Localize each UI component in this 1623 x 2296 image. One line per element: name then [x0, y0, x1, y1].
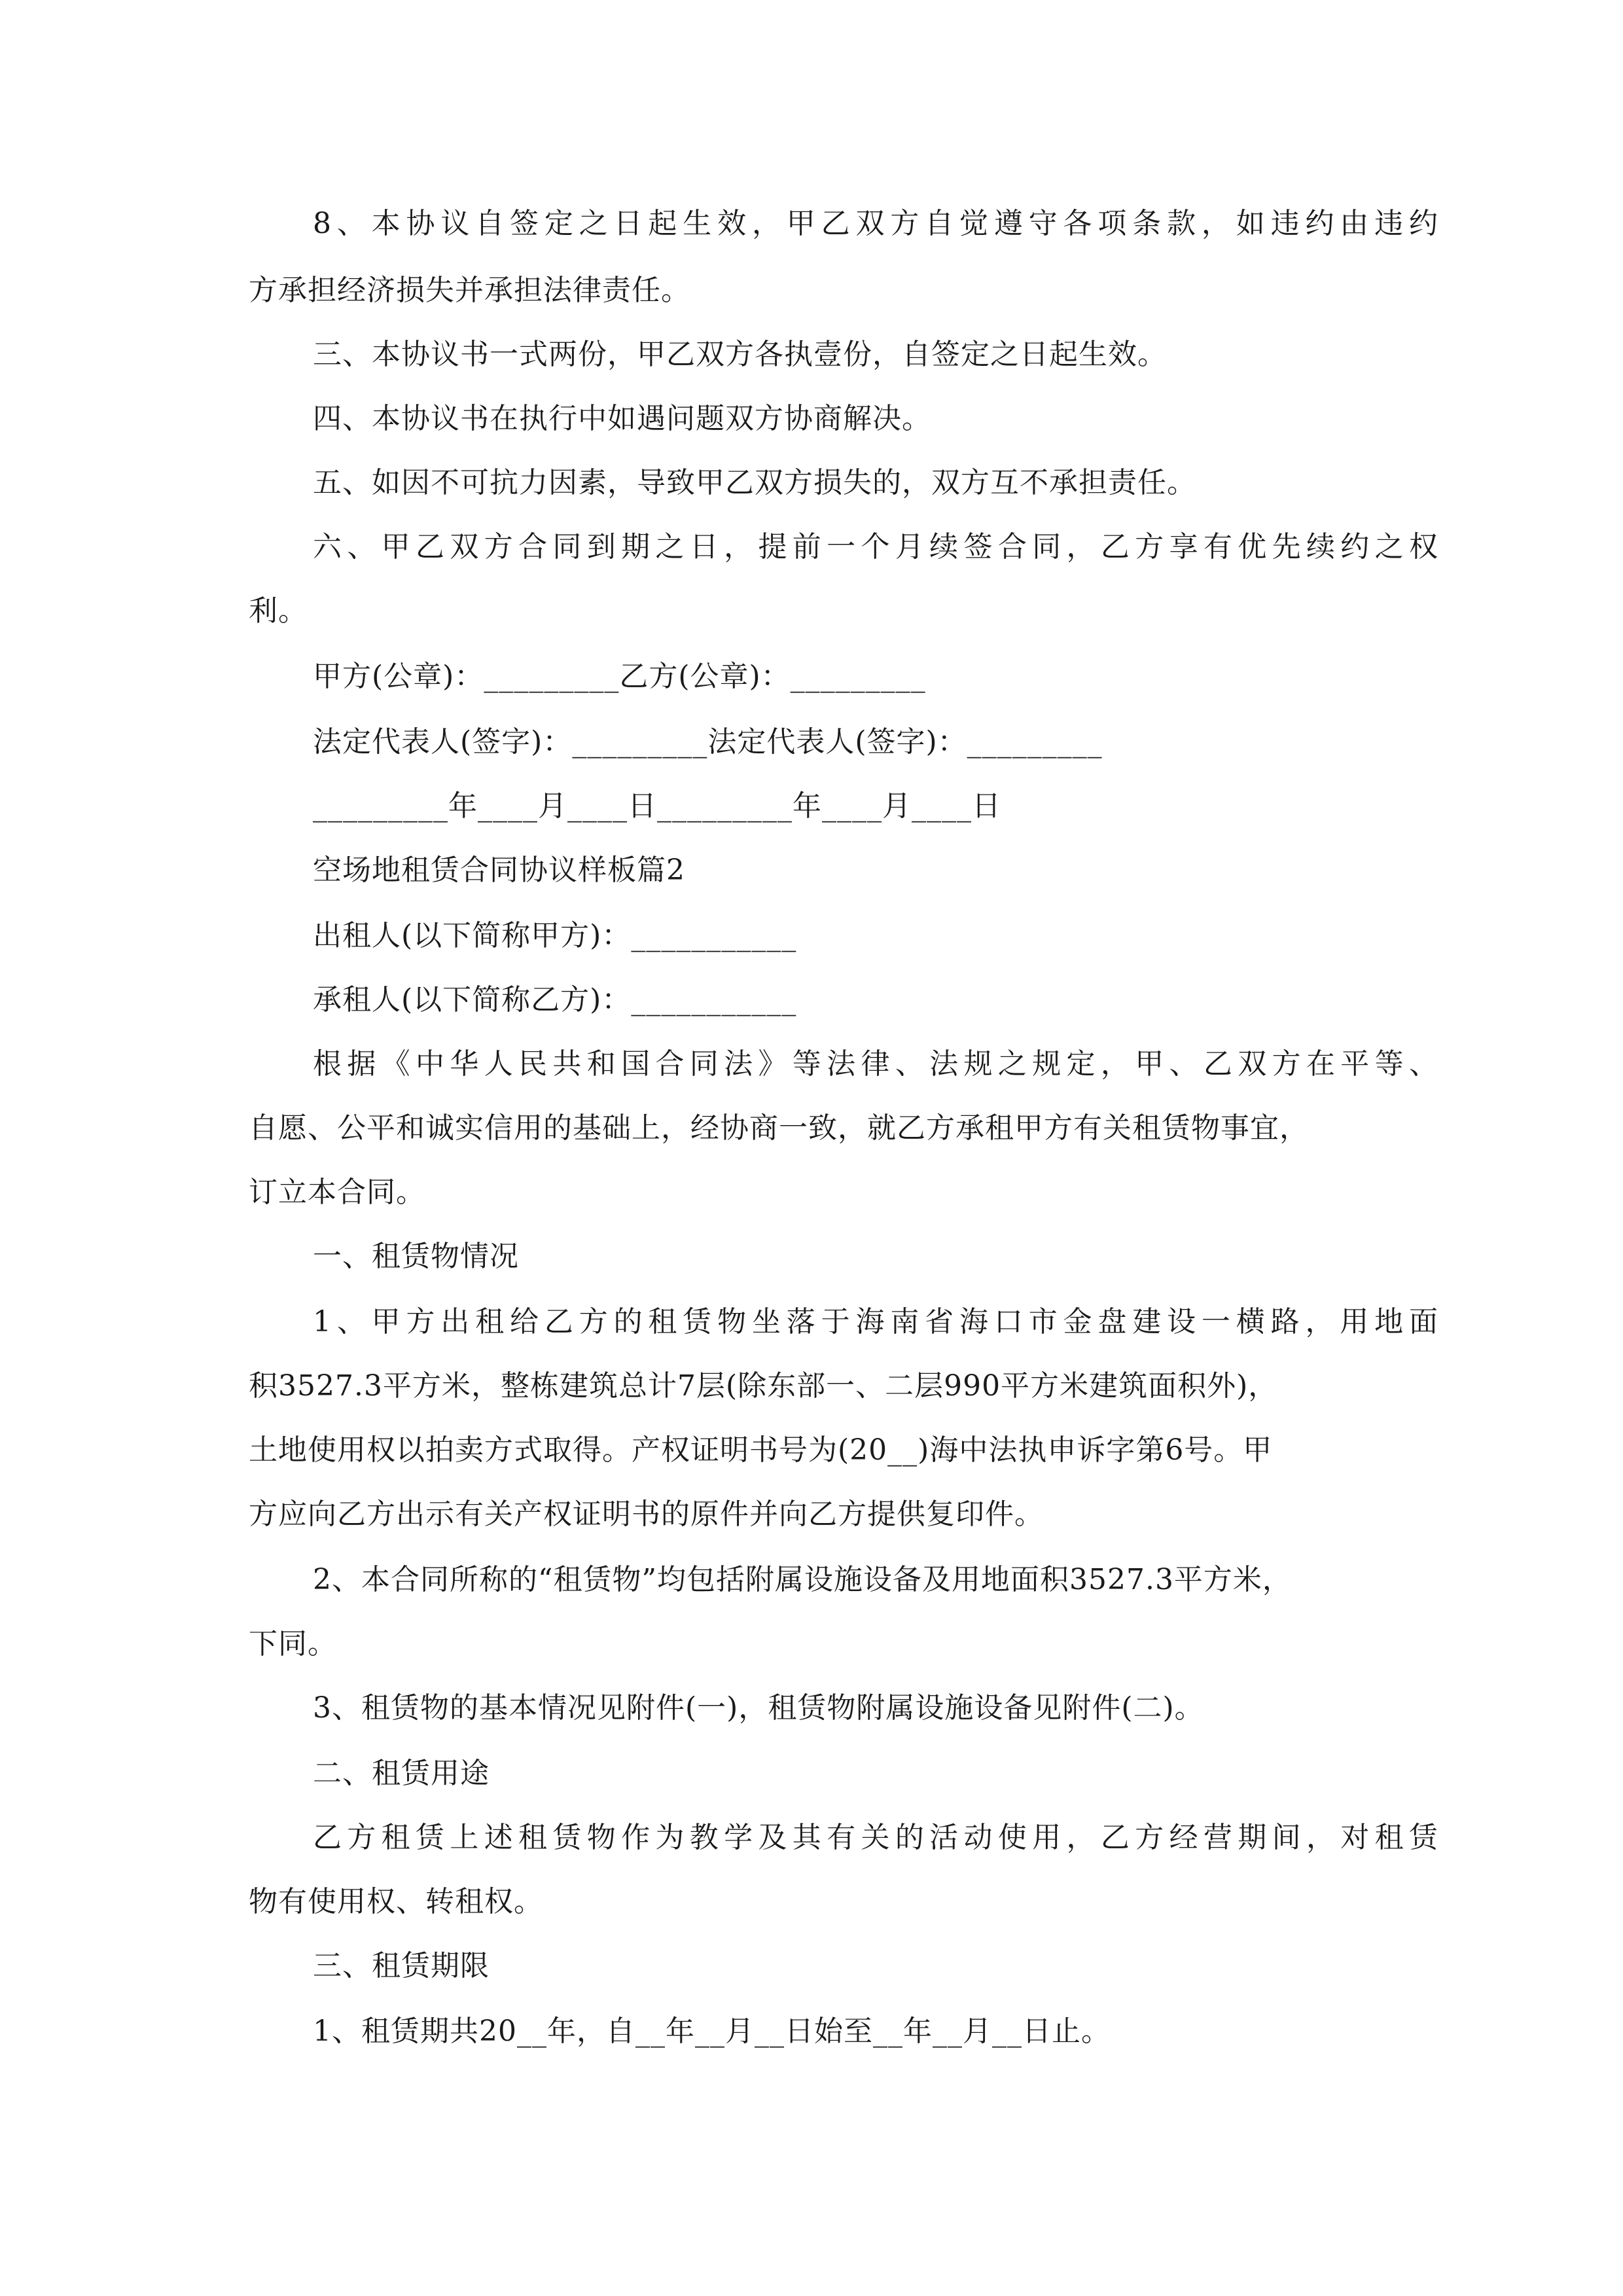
purpose-line-1: 乙方租赁上述租赁物作为教学及其有关的活动使用，乙方经营期间，对租赁: [313, 1821, 1438, 1854]
heading-lease-term: 三、租赁期限: [313, 1949, 490, 1982]
term-item-1: 1、租赁期共20__年，自__年__月__日始至__年__月__日止。: [313, 2015, 1111, 2048]
clause-5: 五、如因不可抗力因素，导致甲乙双方损失的，双方互不承担责任。: [313, 466, 1196, 499]
item-2-line-1: 2、本合同所称的“租赁物”均包括附属设施设备及用地面积3527.3平方米，: [313, 1563, 1292, 1596]
clause-6-line-1: 六、甲乙双方合同到期之日，提前一个月续签合同，乙方享有优先续约之权: [313, 530, 1438, 564]
party-a-seal-line: 甲方(公章)：_________乙方(公章)：_________: [313, 660, 926, 693]
purpose-line-2: 物有使用权、转租权。: [249, 1885, 543, 1918]
item-2-line-2: 下同。: [249, 1627, 337, 1660]
item-3: 3、租赁物的基本情况见附件(一)，租赁物附属设施设备见附件(二)。: [313, 1691, 1204, 1725]
clause-6-line-2: 利。: [249, 594, 308, 628]
heading-leased-property: 一、租赁物情况: [313, 1240, 519, 1273]
heading-lease-purpose: 二、租赁用途: [313, 1757, 490, 1790]
date-line: _________年____月____日_________年____月____日: [313, 789, 1001, 823]
section-title: 空场地租赁合同协议样板篇2: [313, 853, 685, 887]
clause-4: 四、本协议书在执行中如遇问题双方协商解决。: [313, 402, 931, 435]
clause-8-line-1: 8、本协议自签定之日起生效，甲乙双方自觉遵守各项条款，如违约由违约: [313, 207, 1438, 240]
preamble-line-1: 根据《中华人民共和国合同法》等法律、法规之规定，甲、乙双方在平等、: [313, 1047, 1438, 1081]
legal-rep-signature-line: 法定代表人(签字)：_________法定代表人(签字)：_________: [313, 725, 1103, 759]
item-1-line-4: 方应向乙方出示有关产权证明书的原件并向乙方提供复印件。: [249, 1498, 1044, 1531]
item-1-line-2: 积3527.3平方米，整栋建筑总计7层(除东部一、二层990平方米建筑面积外)，: [249, 1369, 1278, 1403]
lessee-line: 承租人(以下简称乙方)：___________: [313, 983, 797, 1016]
item-1-line-3: 土地使用权以拍卖方式取得。产权证明书号为(20__)海中法执申诉字第6号。甲: [249, 1433, 1273, 1467]
item-1-line-1: 1、甲方出租给乙方的租赁物坐落于海南省海口市金盘建设一横路，用地面: [313, 1305, 1438, 1338]
preamble-line-2: 自愿、公平和诚实信用的基础上，经协商一致，就乙方承租甲方有关租赁物事宜，: [249, 1111, 1309, 1145]
preamble-line-3: 订立本合同。: [249, 1175, 425, 1209]
clause-3: 三、本协议书一式两份，甲乙双方各执壹份，自签定之日起生效。: [313, 338, 1167, 371]
clause-8-line-2: 方承担经济损失并承担法律责任。: [249, 274, 690, 307]
lessor-line: 出租人(以下简称甲方)：___________: [313, 919, 797, 952]
